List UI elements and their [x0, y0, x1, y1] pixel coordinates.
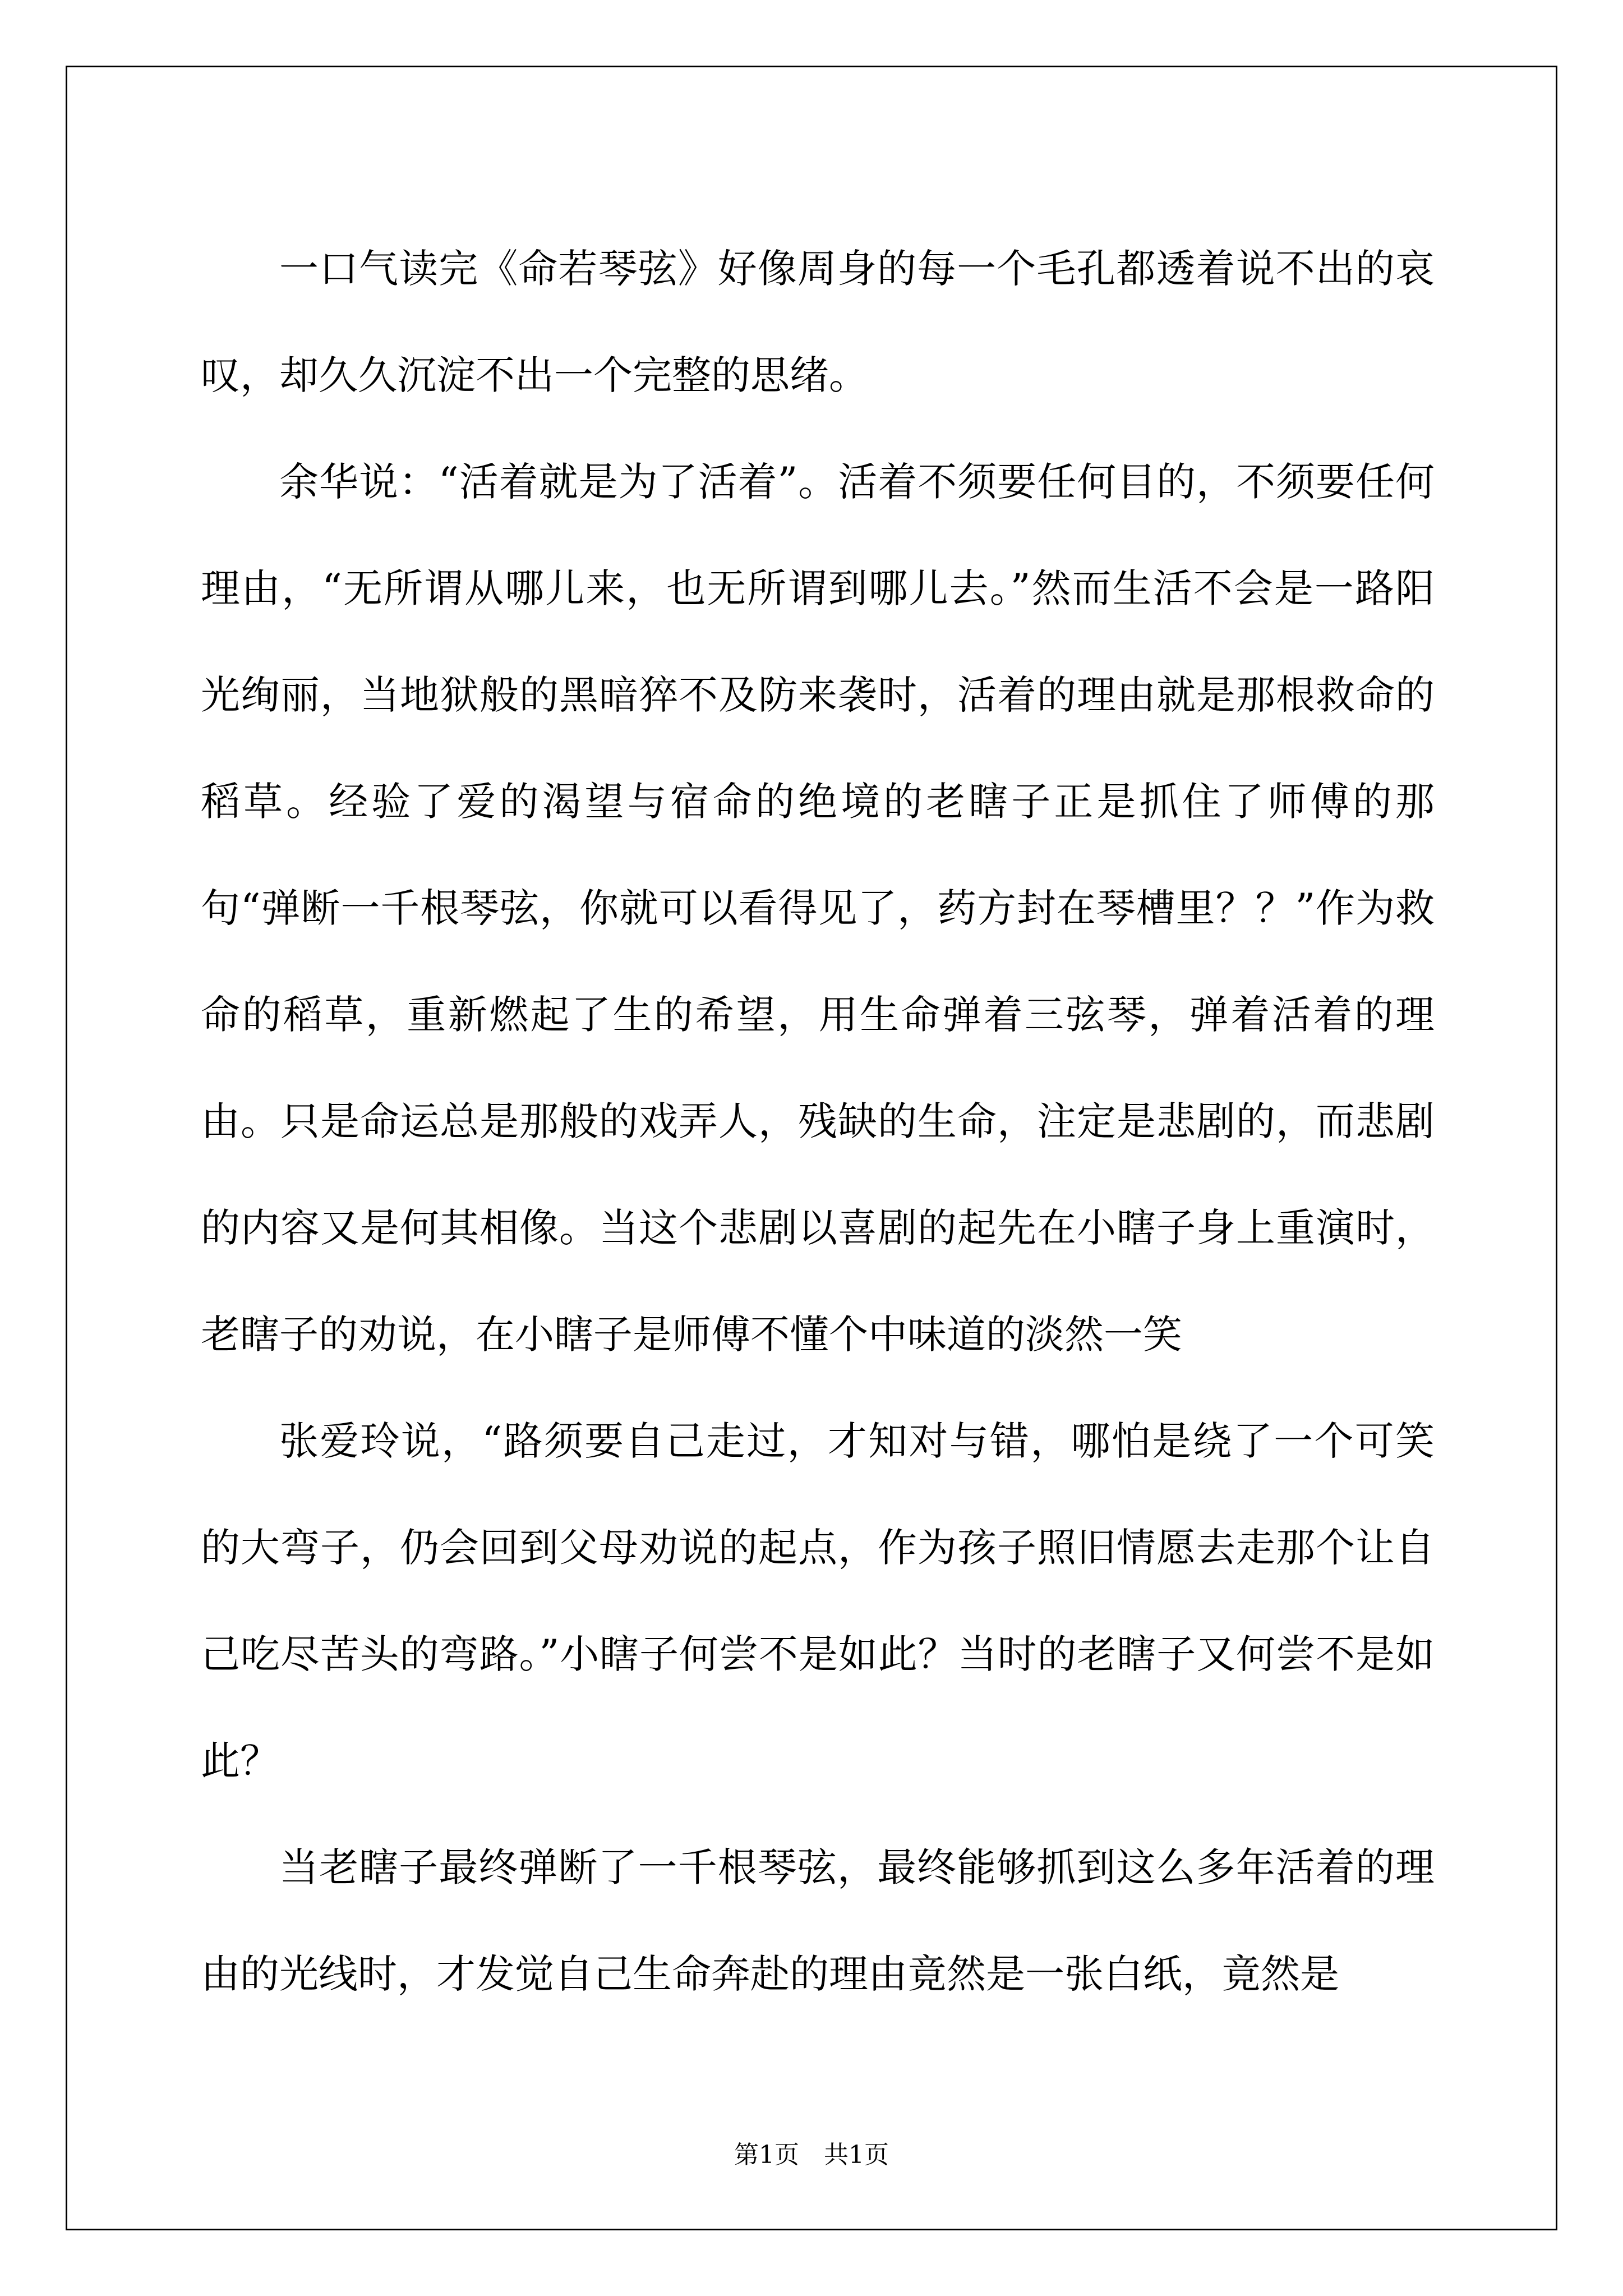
- paragraph-2: 余华说：“活着就是为了活着”。活着不须要任何目的，不须要任何理由，“无所谓从哪儿来，也无所谓到哪儿去。”然而生活不会是一路阳光绚丽，当地狱般的黑暗猝不及防来袭时，活着的理由就是那根救命的稻草。经验了爱的渴望与宿命的绝境的老瞎子正是抓住了师傅的那句“弹断一千根琴弦，你就可以看得见了，药方封在琴槽里？？”作为救命的稻草，重新燃起了生的希望，用生命弹着三弦琴，弹着活着的理由。只是命运总是那般的戏弄人，残缺的生命，注定是悲剧的，而悲剧的内容又是何其相像。当这个悲剧以喜剧的起先在小瞎子身上重演时，老瞎子的劝说，在小瞎子是师傅不懂个中味道的淡然一笑: [201, 459, 1435, 1358]
- paragraph-1: 一口气读完《命若琴弦》好像周身的每一个毛孔都透着说不出的哀叹，却久久沉淀不出一个完整的思绪。: [201, 246, 1435, 398]
- paragraph-3: 张爱玲说，“路须要自己走过，才知对与错，哪怕是绕了一个可笑的大弯子，仍会回到父母劝说的起点，作为孩子照旧情愿去走那个让自己吃尽苦头的弯路。”小瞎子何尝不是如此？当时的老瞎子又何尝不是如此？: [201, 1418, 1435, 1784]
- document-body: [201, 215, 1435, 2027]
- paragraph-4: 当老瞎子最终弹断了一千根琴弦，最终能够抓到这么多年活着的理由的光线时，才发觉自己生命奔赴的理由竟然是一张白纸，竟然是: [201, 1844, 1435, 1997]
- page-footer: 第1页 共1页: [734, 2141, 889, 2169]
